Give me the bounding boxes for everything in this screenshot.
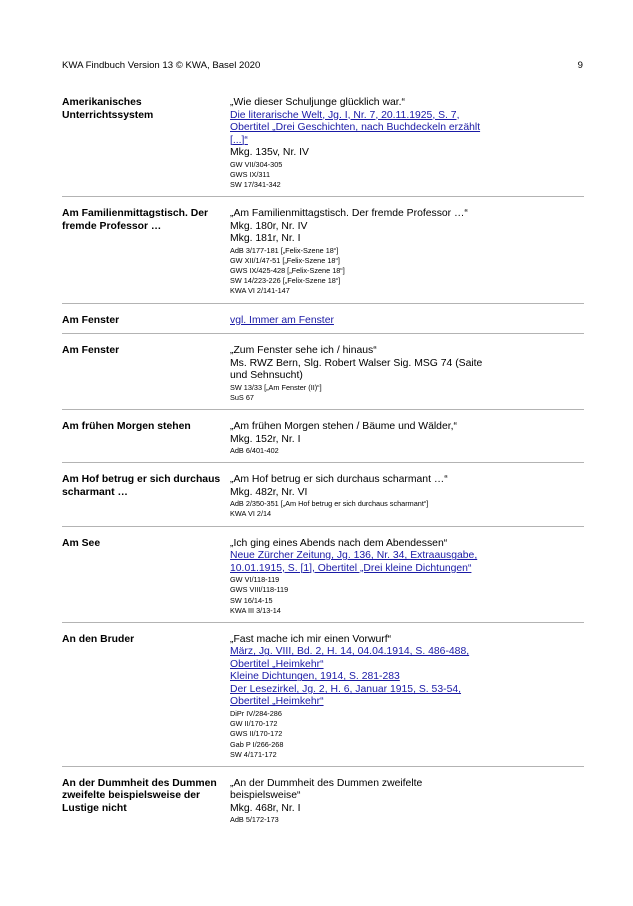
reference-link[interactable]: Der Lesezirkel, Jg. 2, H. 6, Januar 1915, S. 53-54, (230, 683, 462, 695)
reference-link[interactable]: Obertitel „Drei Geschichten, nach Buchdeckeln erzählt (230, 122, 481, 133)
entry-body (230, 474, 530, 519)
entry-body (230, 634, 530, 760)
edition-reference: SW 17/341-342 (230, 179, 281, 189)
entry (62, 208, 584, 304)
page-number: 9 (577, 60, 583, 71)
edition-reference: KWA VI 2/14 (230, 509, 272, 519)
edition-reference: GW XII/1/47-51 [„Felix-Szene 18“] (230, 255, 340, 265)
entry-title: Am Fenster (62, 314, 120, 326)
entry (62, 421, 584, 463)
entry-body (230, 421, 530, 456)
edition-reference: GWS VIII/118-119 (230, 585, 289, 595)
edition-reference: KWA VI 2/141-147 (230, 286, 290, 296)
edition-reference: SW 16/14-15 (230, 595, 273, 605)
edition-reference: SW 13/33 [„Am Fenster (II)“] (230, 382, 322, 392)
entry-line: „Wie dieser Schuljunge glücklich war.“ (230, 97, 405, 108)
entry-body (230, 345, 530, 403)
entry-title: Am See (62, 537, 101, 549)
entry-line: Ms. RWZ Bern, Slg. Robert Walser Sig. MSG 74 (Saite (230, 357, 483, 369)
reference-link[interactable]: Die literarische Welt, Jg. I, Nr. 7, 20.11.1925, S. 7, (230, 109, 460, 121)
edition-reference: GWS II/170-172 (230, 729, 283, 739)
edition-reference: GWS IX/425-428 [„Felix-Szene 18“] (230, 266, 345, 276)
entry-line: „Am Familienmittagstisch. Der fremde Professor …“ (230, 208, 468, 220)
edition-reference: GW VI/118-119 (230, 575, 280, 585)
entry-line: „Fast mache ich mir einen Vorwurf“ (230, 633, 392, 645)
entry (62, 345, 584, 410)
entry-body (230, 208, 530, 297)
entry (62, 97, 584, 197)
entry-title: An den Bruder (62, 633, 135, 645)
reference-link[interactable]: Neue Zürcher Zeitung, Jg. 136, Nr. 34, Extraausgabe, (230, 550, 478, 562)
entry-body (230, 778, 530, 826)
entry-line: Mkg. 152r, Nr. I (230, 433, 301, 445)
entry (62, 778, 584, 832)
entry-line: Mkg. 181r, Nr. I (230, 233, 301, 245)
entry-title: Am Fenster (62, 345, 120, 357)
entry (62, 315, 584, 335)
entry-line: Mkg. 180r, Nr. IV (230, 220, 308, 232)
entry (62, 538, 584, 623)
page-header (62, 60, 583, 74)
entry-title: Am frühen Morgen stehen (62, 421, 191, 433)
reference-link[interactable]: 10.01.1915, S. [1], Obertitel „Drei kleine Dichtungen“ (230, 562, 472, 574)
entry-line: beispielsweise“ (230, 790, 301, 802)
edition-reference: Gab P I/266-268 (230, 739, 284, 749)
edition-reference: AdB 3/177-181 [„Felix-Szene 18“] (230, 245, 339, 255)
reference-link[interactable]: vgl. Immer am Fenster (230, 314, 334, 326)
entry-body (230, 97, 530, 190)
edition-reference: AdB 5/172-173 (230, 815, 279, 825)
entry-title: Am Hof betrug er sich durchaus scharmant … (62, 474, 221, 498)
reference-link[interactable]: Obertitel „Heimkehr“ (230, 696, 324, 708)
entry-body (230, 538, 530, 616)
edition-reference: GWS IX/311 (230, 169, 271, 179)
edition-reference: SW 4/171-172 (230, 749, 277, 759)
entry-title: An der Dummheit des Dummen zweifelte beispielsweise der Lustige nicht (62, 777, 217, 814)
reference-link[interactable]: Obertitel „Heimkehr“ (230, 658, 324, 670)
entry-title: Amerikanisches Unterrichtssystem (62, 97, 154, 121)
entry-title: Am Familienmittagstisch. Der fremde Professor … (62, 208, 209, 232)
entry-body (230, 315, 530, 328)
edition-reference: KWA III 3/13-14 (230, 605, 281, 615)
entry-line: „Zum Fenster sehe ich / hinaus“ (230, 345, 377, 357)
entry-line: und Sehnsucht) (230, 370, 303, 382)
edition-reference: AdB 6/401-402 (230, 446, 279, 456)
entry-line: Mkg. 468r, Nr. I (230, 802, 301, 814)
header-title: KWA Findbuch Version 13 © KWA, Basel 2020 (62, 60, 261, 71)
entry (62, 634, 584, 767)
edition-reference: SW 14/223-226 [„Felix-Szene 18“] (230, 276, 341, 286)
edition-reference: GW II/170-172 (230, 719, 278, 729)
edition-reference: AdB 2/350-351 [„Am Hof betrug er sich durchaus scharmant“] (230, 499, 429, 509)
entry-list (62, 97, 584, 843)
edition-reference: DiPr IV/284-286 (230, 708, 282, 718)
entry-line: „Am frühen Morgen stehen / Bäume und Wälder,“ (230, 421, 457, 433)
entry (62, 474, 584, 526)
entry-line: Mkg. 482r, Nr. VI (230, 486, 308, 498)
reference-link[interactable]: März, Jg. VIII, Bd. 2, H. 14, 04.04.1914, S. 486-488, (230, 646, 470, 658)
reference-link[interactable]: [...]“ (230, 134, 248, 146)
edition-reference: SuS 67 (230, 392, 254, 402)
entry-line: „Ich ging eines Abends nach dem Abendessen“ (230, 537, 448, 549)
entry-line: Mkg. 135v, Nr. IV (230, 147, 309, 158)
entry-line: „Am Hof betrug er sich durchaus scharmant …“ (230, 474, 448, 486)
entry-line: „An der Dummheit des Dummen zweifelte (230, 777, 423, 789)
reference-link[interactable]: Kleine Dichtungen, 1914, S. 281-283 (230, 671, 400, 683)
edition-reference: GW VII/304-305 (230, 159, 283, 169)
